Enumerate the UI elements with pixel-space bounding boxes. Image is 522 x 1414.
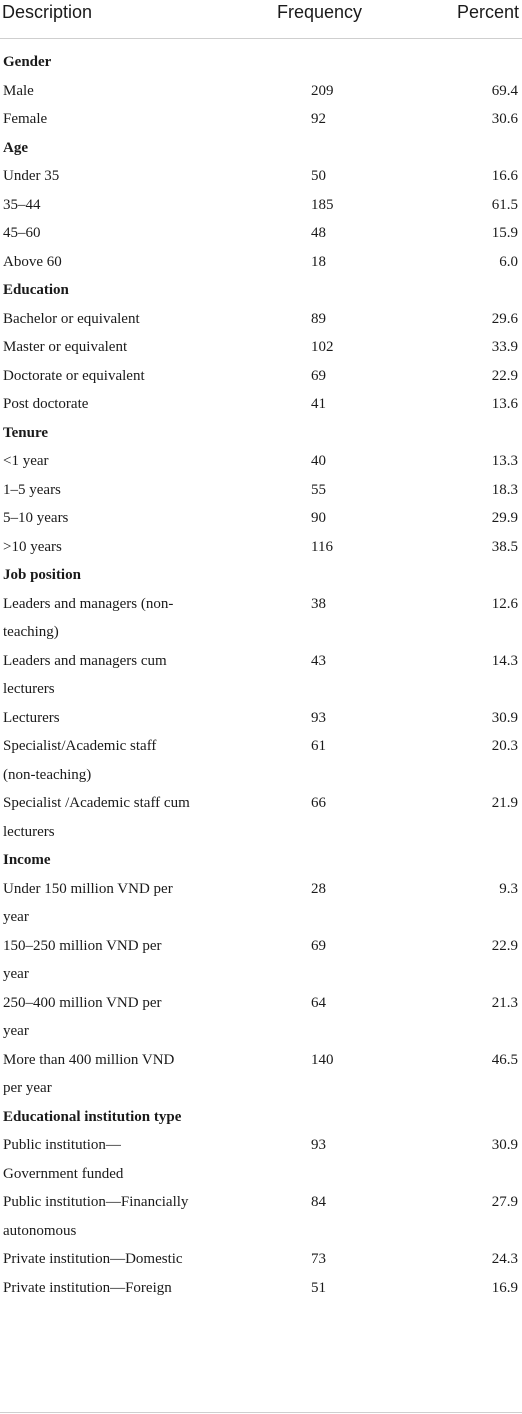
description-cell: Master or equivalent [3,339,128,355]
table-row [0,1245,522,1274]
section-heading: Job position [3,567,81,583]
section-heading: Tenure [3,424,49,441]
percent-cell: 13.3 [491,453,518,469]
description-cell: Female [3,111,48,127]
section-heading: Income [3,852,51,868]
description-cell: Post doctorate [3,396,89,412]
frequency-cell: 89 [311,310,326,327]
frequency-cell: 51 [311,1279,326,1296]
table-header [0,0,522,39]
frequency-cell: 116 [311,538,333,555]
frequency-cell: 43 [311,652,326,669]
percent-cell: 12.6 [491,595,518,612]
section-row [0,276,522,305]
section-row [0,1103,522,1132]
description-cell: Lecturers [3,709,60,726]
percent-cell: 33.9 [491,339,518,355]
table-row [0,105,522,134]
section-heading: Age [3,139,28,156]
frequency-cell: 93 [311,709,326,726]
section-row [0,419,522,448]
header-percent: Percent [456,2,519,22]
section-heading: Gender [3,54,52,70]
frequency-cell: 93 [311,1137,326,1153]
description-cell: Leaders and managers cum lecturers [3,652,167,697]
percent-cell: 30.9 [491,1137,518,1153]
table-row [0,390,522,419]
percent-cell: 22.9 [491,937,518,954]
header-description: Description [2,2,93,22]
description-cell: Private institution—Foreign [3,1279,172,1296]
table-row [0,647,522,704]
percent-cell: 14.3 [491,652,518,669]
frequency-cell: 50 [311,168,326,184]
table-row [0,932,522,989]
percent-cell: 20.3 [491,738,518,754]
percent-cell: 38.5 [491,538,518,555]
frequency-cell: 18 [311,253,326,270]
section-row [0,561,522,590]
table-row [0,789,522,846]
table-row [0,305,522,334]
frequency-cell: 102 [311,339,334,355]
description-cell: Male [3,82,34,99]
percent-cell: 15.9 [491,225,518,241]
table-row [0,77,522,106]
description-cell: Private institution—Domestic [3,1251,183,1267]
frequency-cell: 40 [311,453,326,469]
table-row [0,989,522,1046]
percent-cell: 46.5 [491,1051,518,1068]
description-cell: <1 year [3,453,49,469]
description-cell: Specialist /Academic staff cum lecturers [3,795,190,840]
percent-cell: 21.9 [491,795,518,811]
frequency-cell: 55 [311,481,326,498]
section-row [0,48,522,77]
percent-cell: 13.6 [491,396,518,412]
header-frequency: Frequency [277,2,363,22]
description-cell: Leaders and managers (non-teaching) [3,595,174,640]
table-row [0,1046,522,1103]
table-bottom-rule [0,1412,522,1413]
frequency-cell: 92 [311,111,326,127]
table-row [0,1131,522,1188]
table-row [0,1274,522,1303]
table-row [0,219,522,248]
table-row [0,191,522,220]
percent-cell: 29.9 [491,510,518,526]
table-row [0,248,522,277]
percent-cell: 6.0 [499,253,518,270]
table-row [0,875,522,932]
frequency-cell: 64 [311,994,326,1011]
table-body [0,39,522,1302]
table-row [0,447,522,476]
frequency-cell: 185 [311,196,334,213]
description-cell: Above 60 [3,253,62,270]
description-cell: 5–10 years [3,510,69,526]
frequency-cell: 84 [311,1194,326,1210]
frequency-cell: 69 [311,937,326,954]
percent-cell: 30.9 [491,709,518,726]
percent-cell: 16.6 [491,168,518,184]
table-row [0,1188,522,1245]
table-row [0,362,522,391]
percent-cell: 9.3 [499,880,518,897]
table-row [0,704,522,733]
section-row [0,134,522,163]
frequency-cell: 38 [311,595,326,612]
percent-cell: 18.3 [491,481,518,498]
description-cell: Under 150 million VND per year [3,880,173,925]
description-cell: Under 35 [3,168,60,184]
frequency-cell: 41 [311,396,326,412]
description-cell: Public institution—Financially autonomous [3,1194,189,1239]
description-cell: >10 years [3,538,62,555]
description-cell: 250–400 million VND per year [3,994,162,1039]
percent-cell: 24.3 [491,1251,518,1267]
description-cell: 1–5 years [3,481,61,498]
frequency-cell: 140 [311,1051,334,1068]
description-cell: 45–60 [3,225,41,241]
frequency-cell: 61 [311,738,326,754]
section-row [0,846,522,875]
percent-cell: 21.3 [491,994,518,1011]
table-row [0,476,522,505]
table-row [0,590,522,647]
description-cell: 35–44 [3,196,41,213]
table-row [0,504,522,533]
percent-cell: 29.6 [491,310,518,327]
frequency-cell: 73 [311,1251,326,1267]
percent-cell: 16.9 [491,1279,518,1296]
frequency-cell: 69 [311,367,326,384]
table-row [0,732,522,789]
frequency-cell: 66 [311,795,326,811]
table-row [0,533,522,562]
percent-cell: 22.9 [491,367,518,384]
description-cell: Public institution—Government funded [3,1137,124,1182]
description-cell: Bachelor or equivalent [3,310,140,327]
frequency-cell: 28 [311,880,326,897]
percent-cell: 30.6 [491,111,518,127]
section-heading: Educational institution type [3,1108,182,1125]
description-cell: More than 400 million VND per year [3,1051,175,1096]
table-row [0,162,522,191]
description-cell: Doctorate or equivalent [3,367,145,384]
frequency-cell: 48 [311,225,326,241]
section-heading: Education [3,282,69,298]
frequency-cell: 209 [311,82,334,99]
description-cell: 150–250 million VND per year [3,937,162,982]
percent-cell: 69.4 [491,82,518,99]
percent-cell: 27.9 [491,1194,518,1210]
description-cell: Specialist/Academic staff (non-teaching) [3,738,157,783]
percent-cell: 61.5 [491,196,518,213]
frequency-cell: 90 [311,510,326,526]
table-row [0,333,522,362]
